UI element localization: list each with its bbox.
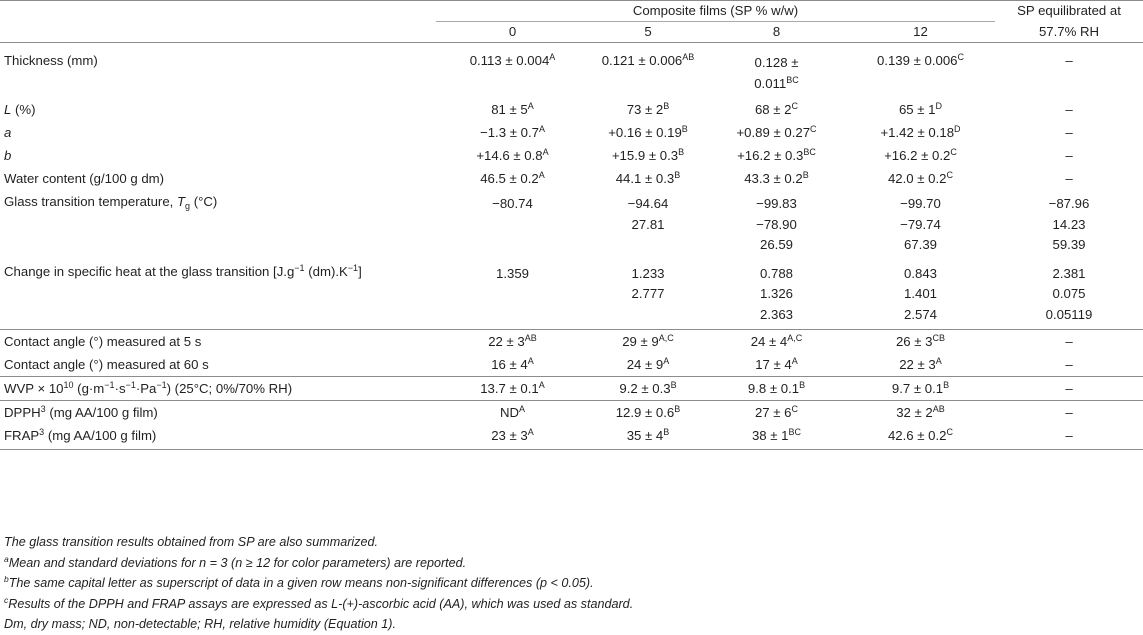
row-label: Water content (g/100 g dm) — [4, 171, 165, 186]
cell-sp: – — [1065, 125, 1073, 140]
cell-12: $26 \pm 3^{CB}$ — [895, 333, 946, 349]
table-row-dpph — [0, 401, 1143, 425]
cell-12: $22 \pm 3^A$ — [899, 356, 942, 372]
table-footnotes — [4, 532, 1134, 635]
cell-sp: −87.96 14.23 59.39 — [1048, 196, 1090, 252]
cell-8: $+0.89 \pm 0.27^C$ — [736, 124, 817, 140]
cell-0: $46.5 \pm 0.2^A$ — [480, 170, 545, 186]
cell-sp: – — [1065, 102, 1073, 117]
row-label: Thickness (mm) — [4, 53, 98, 68]
cell-0: $13.7 \pm 0.1^A$ — [480, 380, 545, 396]
composite-films-header: Composite films (SP % w/w) — [436, 1, 995, 22]
cell-8: $68 \pm 2^C$ — [754, 101, 799, 117]
cell-5: 1.233 2.777 — [631, 265, 665, 301]
table-row-thickness — [0, 43, 1143, 99]
row-label: WVP × $10^{10}$ $(g\cdot m^{-1}\cdot s^{-1}\cdot Pa^{-1})$ (25°C; 0%/70% RH) — [4, 380, 293, 396]
cell-12: 0.843 1.401 2.574 — [903, 265, 937, 322]
footnote-c: $^c$Results of the DPPH and FRAP assays are expressed as L-(+)-ascorbic acid (AA), which was used as standard. — [4, 594, 634, 611]
cell-12: $65 \pm 1^D$ — [898, 101, 943, 117]
cell-sp: – — [1065, 381, 1073, 396]
cell-sp: – — [1065, 334, 1073, 349]
col-header-0: 0 — [508, 24, 517, 39]
cell-5: $9.2 \pm 0.3^B$ — [619, 380, 677, 396]
cell-sp: – — [1065, 405, 1073, 420]
cell-0: $81 \pm 5^A$ — [491, 101, 534, 117]
cell-0: $23 \pm 3^A$ — [491, 427, 534, 443]
cell-5: $0.121 \pm 0.006^{AB}$ — [601, 52, 695, 68]
cell-0: $16 \pm 4^A$ — [491, 356, 534, 372]
table-row-contact-angle-60s — [0, 353, 1143, 377]
cell-sp: – — [1065, 428, 1073, 443]
cell-12: −99.70 −79.74 67.39 — [900, 196, 941, 252]
cell-5: $12.9 \pm 0.6^B$ — [615, 404, 681, 420]
footnote-abbreviations: Dm, dry mass; ND, non-detectable; RH, relative humidity (Equation 1). — [4, 617, 396, 632]
cell-8: 0.788 1.326 2.363 — [759, 265, 793, 322]
cell-0: 1.359 — [495, 265, 529, 281]
row-label: Glass transition temperature, $T_g$ (°C) — [4, 194, 218, 211]
table-row-contact-angle-5s — [0, 330, 1143, 354]
table-row-glass-transition — [0, 190, 1143, 260]
cell-sp: – — [1065, 53, 1073, 68]
cell-8: $27 \pm 6^C$ — [754, 404, 799, 420]
cell-0: $0.113 \pm 0.004^A$ — [469, 52, 556, 68]
cell-8: 0.128 ± $0.011^{BC}$ — [754, 55, 799, 91]
cell-8: $43.3 \pm 0.2^B$ — [744, 170, 809, 186]
cell-5: $+15.9 \pm 0.3^B$ — [611, 147, 685, 163]
cell-8: $17 \pm 4^A$ — [755, 356, 798, 372]
cell-5: $29 \pm 9^{A,C}$ — [622, 333, 674, 349]
cell-sp: 2.381 0.075 0.05119 — [1045, 265, 1093, 322]
cell-sp: – — [1065, 171, 1073, 186]
cell-0: −80.74 — [492, 196, 533, 211]
cell-12: $42.6 \pm 0.2^C$ — [887, 427, 954, 443]
cell-8: $9.8 \pm 0.1^B$ — [747, 380, 806, 396]
cell-5: $35 \pm 4^B$ — [626, 427, 670, 443]
cell-12: $+16.2 \pm 0.2^C$ — [884, 147, 957, 163]
cell-8: −99.83 −78.90 26.59 — [756, 196, 797, 252]
cell-5: −94.64 27.81 — [627, 196, 669, 232]
cell-12: $9.7 \pm 0.1^B$ — [891, 380, 950, 396]
row-label: Contact angle (°) measured at 60 s — [4, 357, 209, 372]
row-label: FRAP$^3$ (mg AA/100 g film) — [4, 427, 157, 443]
cell-5: $+0.16 \pm 0.19^B$ — [608, 124, 688, 140]
header-empty-2 — [0, 22, 436, 43]
row-label: Change in specific heat at the glass transition [$J.g^{-1}$ $(dm).K^{-1}$] — [4, 262, 362, 279]
table-row-b — [0, 144, 1143, 167]
cell-5: $24 \pm 9^A$ — [626, 356, 670, 372]
col-header-5: 5 — [644, 24, 652, 39]
footnote-summary: The glass transition results obtained from SP are also summarized. — [4, 535, 379, 549]
cell-5: $44.1 \pm 0.3^B$ — [615, 170, 681, 186]
cell-0: $-1.3 \pm 0.7^A$ — [480, 124, 545, 140]
cell-sp: – — [1065, 357, 1073, 372]
table-row-l — [0, 98, 1143, 121]
col-header-12: 12 — [913, 24, 928, 39]
cell-12: $32 \pm 2^{AB}$ — [896, 404, 945, 420]
table-row-specific-heat — [0, 260, 1143, 330]
cell-8: $+16.2 \pm 0.3^{BC}$ — [737, 147, 816, 163]
footnote-b: $^b$The same capital letter as superscript of data in a given row means non-significant differences (p < 0.05). — [4, 574, 594, 591]
cell-12: $0.139 \pm 0.006^C$ — [876, 52, 965, 68]
table-row-frap — [0, 424, 1143, 450]
table-row-wvp — [0, 377, 1143, 401]
cell-0: $22 \pm 3^{AB}$ — [488, 333, 537, 349]
cell-0: $ND^A$ — [499, 404, 526, 420]
cell-0: $+14.6 \pm 0.8^A$ — [476, 147, 549, 163]
cell-8: $38 \pm 1^{BC}$ — [751, 427, 802, 443]
row-label: b — [4, 148, 12, 163]
row-label: DPPH$^3$ (mg AA/100 g film) — [4, 404, 158, 420]
col-header-8: 8 — [772, 24, 781, 39]
table-row-water-content — [0, 167, 1143, 190]
header-empty — [0, 1, 436, 22]
footnote-a: $^a$Mean and standard deviations for n = 3 (n ≥ 12 for color parameters) are reported. — [4, 553, 467, 570]
row-label: Contact angle (°) measured at 5 s — [4, 334, 202, 349]
row-label: a — [4, 125, 12, 140]
row-label: L (%) — [4, 102, 36, 117]
cell-5: $73 \pm 2^B$ — [626, 101, 670, 117]
cell-12: $42.0 \pm 0.2^C$ — [887, 170, 954, 186]
cell-8: $24 \pm 4^{A,C}$ — [750, 333, 803, 349]
table-row-a — [0, 121, 1143, 144]
cell-sp: – — [1065, 148, 1073, 163]
sp-equilibrated-header: SP equilibrated at 57.7% RH — [1017, 3, 1121, 39]
cell-12: $+1.42 \pm 0.18^D$ — [880, 124, 961, 140]
